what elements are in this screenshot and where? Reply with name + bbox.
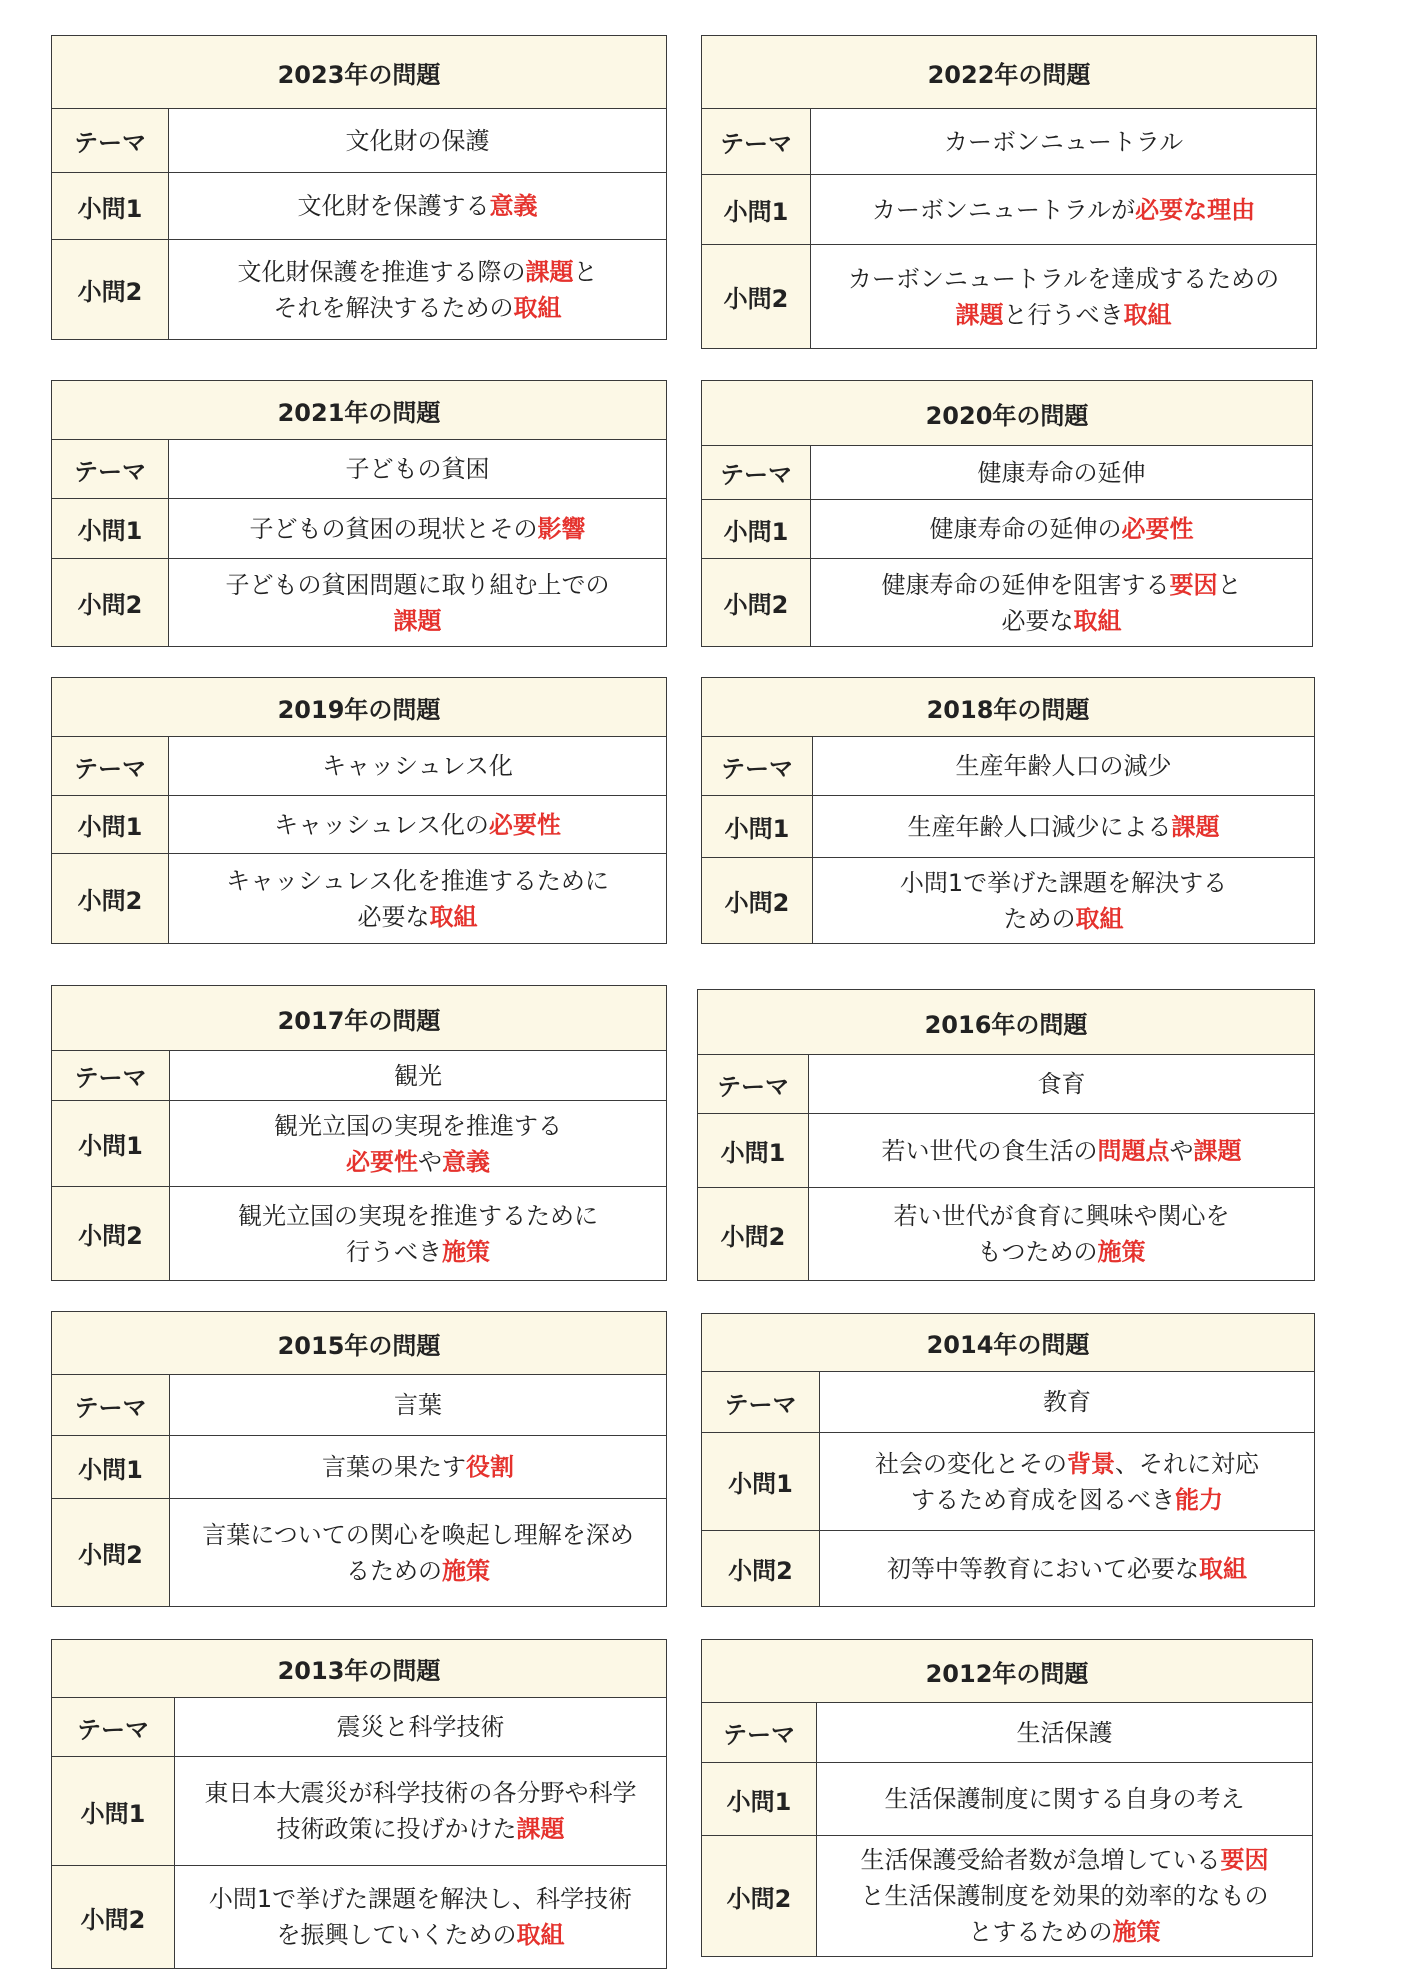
q1-row <box>52 796 666 854</box>
q1-label: 小問1 <box>702 1433 820 1530</box>
theme-row <box>702 446 1312 500</box>
q2-row <box>52 1499 666 1606</box>
theme-value: キャッシュレス化 <box>322 752 513 780</box>
q1-label: 小問1 <box>52 1757 175 1865</box>
q2-label: 小問2 <box>52 1866 175 1968</box>
theme-value: 生産年齢人口の減少 <box>955 752 1172 780</box>
question-text <box>274 807 561 843</box>
highlight-keyword: 課題 <box>1171 812 1220 841</box>
q2-row <box>702 1531 1314 1606</box>
question-text-segment: 言葉の果たす <box>322 1453 466 1481</box>
question-text <box>885 1781 1245 1817</box>
q1-value <box>811 175 1316 244</box>
q1-label: 小問1 <box>52 1101 170 1186</box>
q2-label: 小問2 <box>702 1836 817 1956</box>
question-text <box>882 1133 1242 1169</box>
theme-row <box>52 440 666 499</box>
card-title: 2022年の問題 <box>702 36 1316 109</box>
question-text-segment: 行うべき <box>346 1237 442 1266</box>
theme-value: 震災と科学技術 <box>336 1713 505 1741</box>
highlight-keyword: 取組 <box>1075 904 1124 933</box>
theme-label: テーマ <box>698 1055 809 1113</box>
theme-label: テーマ <box>52 1051 170 1100</box>
question-text-segment: 文化財保護を推進する際の <box>237 257 526 286</box>
theme-row <box>52 1375 666 1436</box>
q2-value <box>170 1187 666 1280</box>
q2-value <box>811 245 1316 348</box>
highlight-keyword: 必要性 <box>488 810 561 839</box>
exam-card-2023 <box>51 35 667 340</box>
q2-row <box>698 1188 1314 1280</box>
q2-value <box>169 559 666 646</box>
q1-value <box>169 499 666 558</box>
q2-row <box>52 1187 666 1280</box>
theme-row <box>702 109 1316 175</box>
q1-label: 小問1 <box>52 173 169 239</box>
question-text <box>298 188 538 224</box>
exam-card-2021 <box>51 380 667 647</box>
question-text <box>930 511 1194 547</box>
question-text-segment: 観光立国の実現を推進する <box>274 1111 562 1140</box>
exam-card-2018 <box>701 677 1315 944</box>
card-title: 2020年の問題 <box>702 381 1312 446</box>
card-title: 2012年の問題 <box>702 1640 1312 1703</box>
highlight-keyword: 取組 <box>516 1921 565 1949</box>
theme-label: テーマ <box>702 737 813 795</box>
q2-label: 小問2 <box>702 245 811 348</box>
exam-card-2013 <box>51 1639 667 1969</box>
q1-row <box>52 1436 666 1499</box>
highlight-keyword: 要因 <box>1220 1846 1269 1874</box>
highlight-keyword: 課題 <box>525 257 574 286</box>
q1-row <box>702 1433 1314 1531</box>
q1-value <box>169 796 666 853</box>
q2-row <box>702 1836 1312 1956</box>
question-text-segment: 生産年齢人口減少による <box>907 812 1172 841</box>
q2-row <box>702 858 1314 943</box>
question-text-segment: 若い世代が食育に興味や関心を <box>893 1202 1230 1230</box>
question-text-segment: 生活保護受給者数が急増している <box>860 1846 1221 1874</box>
question-text <box>202 1517 634 1589</box>
theme-label: テーマ <box>52 737 169 795</box>
highlight-keyword: 意義 <box>442 1147 490 1176</box>
card-title: 2016年の問題 <box>698 990 1314 1055</box>
q1-row <box>702 796 1314 858</box>
question-text-segment: と <box>1217 570 1242 599</box>
highlight-keyword: 背景 <box>1067 1449 1115 1478</box>
question-text-segment: キャッシュレス化を推進するために <box>226 866 609 895</box>
question-text <box>875 1446 1259 1518</box>
exam-card-2020 <box>701 380 1313 647</box>
highlight-keyword: 課題 <box>1193 1136 1242 1165</box>
q1-value <box>809 1114 1314 1187</box>
question-text <box>872 192 1255 228</box>
question-text-segment: 健康寿命の延伸を阻害する <box>881 570 1170 599</box>
q1-label: 小問1 <box>702 500 811 558</box>
question-text <box>894 1198 1230 1270</box>
question-text <box>250 511 586 547</box>
q1-row <box>52 173 666 240</box>
q1-value <box>170 1436 666 1498</box>
question-text-segment: ための <box>1003 904 1076 933</box>
highlight-keyword: 能力 <box>1175 1485 1223 1514</box>
q1-value <box>170 1101 666 1186</box>
question-text <box>205 1775 637 1847</box>
q2-value <box>170 1499 666 1606</box>
q2-label: 小問2 <box>702 559 811 646</box>
question-text-segment: 必要な <box>357 902 430 931</box>
q2-value <box>817 1836 1312 1956</box>
theme-row <box>698 1055 1314 1114</box>
highlight-keyword: 要因 <box>1169 570 1218 599</box>
q2-label: 小問2 <box>702 858 813 943</box>
theme-value: 文化財の保護 <box>345 126 490 155</box>
theme-row <box>702 1703 1312 1763</box>
card-title: 2021年の問題 <box>52 381 666 440</box>
card-title: 2015年の問題 <box>52 1312 666 1375</box>
highlight-keyword: 課題 <box>516 1815 565 1843</box>
question-text-segment: 小問1で挙げた課題を解決する <box>899 868 1228 897</box>
question-text <box>882 567 1242 639</box>
q1-value <box>813 796 1314 857</box>
theme-value: 健康寿命の延伸 <box>977 458 1146 487</box>
q2-row <box>52 854 666 943</box>
q1-label: 小問1 <box>52 499 169 558</box>
theme-row <box>702 1372 1314 1433</box>
highlight-keyword: 取組 <box>429 902 478 931</box>
question-text-segment: 、それに対応 <box>1115 1449 1259 1478</box>
question-text-segment: 文化財を保護する <box>297 192 490 220</box>
q1-label: 小問1 <box>702 175 811 244</box>
highlight-keyword: 影響 <box>537 514 586 543</box>
question-text <box>908 809 1220 845</box>
q2-row <box>52 559 666 646</box>
question-text-segment: もつための <box>977 1238 1098 1266</box>
question-text-segment: 若い世代の食生活の <box>881 1136 1098 1165</box>
card-title: 2023年の問題 <box>52 36 666 109</box>
question-text <box>322 1449 514 1485</box>
q1-row <box>698 1114 1314 1188</box>
card-title: 2019年の問題 <box>52 678 666 737</box>
question-text-segment: 小問1で挙げた課題を解決し、科学技術 <box>208 1885 633 1913</box>
q2-value <box>169 854 666 943</box>
question-text-segment: 健康寿命の延伸の <box>929 515 1122 543</box>
theme-row <box>702 737 1314 796</box>
question-text-segment: 生活保護制度に関する自身の考え <box>884 1785 1245 1813</box>
question-text-segment: や <box>418 1147 442 1176</box>
q1-label: 小問1 <box>698 1114 809 1187</box>
theme-value: 子どもの貧困 <box>345 455 490 483</box>
q2-label: 小問2 <box>52 240 169 339</box>
question-text <box>887 1551 1247 1587</box>
q1-value <box>175 1757 666 1865</box>
theme-value: 食育 <box>1037 1070 1086 1098</box>
theme-label: テーマ <box>702 1703 817 1762</box>
q2-value <box>175 1866 666 1968</box>
q2-value <box>809 1188 1314 1280</box>
highlight-keyword: 役割 <box>466 1453 514 1481</box>
q2-value <box>813 858 1314 943</box>
q1-row <box>52 499 666 559</box>
theme-row <box>52 737 666 796</box>
q1-row <box>52 1757 666 1866</box>
highlight-keyword: 施策 <box>1112 1918 1161 1946</box>
q2-value <box>811 559 1312 646</box>
theme-value: カーボンニュートラル <box>943 127 1184 156</box>
highlight-keyword: 必要性 <box>1121 515 1194 543</box>
question-text-segment: 初等中等教育において必要な <box>887 1554 1199 1583</box>
theme-row <box>52 109 666 173</box>
highlight-keyword: 取組 <box>1073 606 1122 635</box>
q1-row <box>52 1101 666 1187</box>
q1-label: 小問1 <box>702 796 813 857</box>
card-title: 2013年の問題 <box>52 1640 666 1698</box>
highlight-keyword: 課題 <box>955 300 1004 329</box>
highlight-keyword: 必要な理由 <box>1135 195 1256 224</box>
highlight-keyword: 課題 <box>393 606 442 635</box>
question-text-segment: それを解決するための <box>273 293 514 322</box>
q2-label: 小問2 <box>52 1499 170 1606</box>
highlight-keyword: 問題点 <box>1097 1136 1170 1165</box>
theme-row <box>52 1051 666 1101</box>
question-text-segment: するため育成を図るべき <box>911 1485 1175 1514</box>
question-text-segment: 必要な <box>1001 606 1074 635</box>
question-text-segment: カーボンニュートラルが <box>871 195 1136 224</box>
highlight-keyword: 施策 <box>442 1556 490 1585</box>
exam-card-2014 <box>701 1313 1315 1607</box>
card-title: 2018年の問題 <box>702 678 1314 737</box>
question-text-segment: を振興していくための <box>276 1921 517 1949</box>
theme-value: 生活保護 <box>1016 1718 1113 1747</box>
q2-row <box>702 559 1312 646</box>
q2-row <box>52 240 666 339</box>
theme-label: テーマ <box>702 109 811 174</box>
q2-value <box>820 1531 1314 1606</box>
question-text <box>238 254 598 326</box>
question-text-segment: 社会の変化とその <box>875 1449 1067 1478</box>
q1-label: 小問1 <box>702 1763 817 1835</box>
q1-row <box>702 1763 1312 1836</box>
theme-label: テーマ <box>702 1372 820 1432</box>
theme-value: 言葉 <box>394 1391 442 1419</box>
q2-row <box>702 245 1316 348</box>
theme-row <box>52 1698 666 1757</box>
highlight-keyword: 意義 <box>489 192 538 220</box>
question-text <box>226 863 609 935</box>
question-text-segment: と <box>573 257 598 286</box>
highlight-keyword: 取組 <box>1199 1554 1247 1583</box>
question-text <box>226 567 610 639</box>
theme-label: テーマ <box>52 440 169 498</box>
q1-row <box>702 175 1316 245</box>
question-text-segment: 東日本大震災が科学技術の各分野や科学 <box>204 1779 637 1807</box>
question-text-segment: るための <box>346 1556 442 1585</box>
question-text-segment: と行うべき <box>1003 300 1124 329</box>
question-text <box>238 1198 598 1270</box>
question-text-segment: と生活保護制度を効果的効率的なもの <box>860 1882 1269 1910</box>
q1-value <box>811 500 1312 558</box>
q1-value <box>169 173 666 239</box>
theme-value: 教育 <box>1043 1388 1091 1416</box>
q1-label: 小問1 <box>52 1436 170 1498</box>
q1-value <box>820 1433 1314 1530</box>
exam-card-2012 <box>701 1639 1313 1957</box>
question-text <box>848 261 1279 333</box>
theme-label: テーマ <box>52 1698 175 1756</box>
q2-row <box>52 1866 666 1968</box>
q1-label: 小問1 <box>52 796 169 853</box>
exam-card-2016 <box>697 989 1315 1281</box>
highlight-keyword: 施策 <box>442 1237 490 1266</box>
exam-card-2022 <box>701 35 1317 349</box>
q2-label: 小問2 <box>52 1187 170 1280</box>
highlight-keyword: 施策 <box>1097 1238 1146 1266</box>
question-text <box>209 1881 632 1953</box>
theme-label: テーマ <box>52 109 169 172</box>
question-text <box>274 1108 562 1180</box>
theme-label: テーマ <box>52 1375 170 1435</box>
q2-label: 小問2 <box>698 1188 809 1280</box>
q2-value <box>169 240 666 339</box>
question-text-segment: とするための <box>968 1918 1113 1946</box>
question-text <box>900 865 1227 937</box>
question-text-segment: 子どもの貧困の現状とその <box>249 514 538 543</box>
highlight-keyword: 取組 <box>1123 300 1172 329</box>
q2-label: 小問2 <box>52 559 169 646</box>
card-title: 2017年の問題 <box>52 986 666 1051</box>
question-text-segment: キャッシュレス化の <box>274 810 489 839</box>
highlight-keyword: 必要性 <box>346 1147 418 1176</box>
q2-label: 小問2 <box>52 854 169 943</box>
question-text-segment: 技術政策に投げかけた <box>276 1815 517 1843</box>
theme-value: 観光 <box>394 1061 442 1090</box>
exam-card-2015 <box>51 1311 667 1607</box>
exam-card-2019 <box>51 677 667 944</box>
question-text-segment: 子どもの貧困問題に取り組む上での <box>225 570 610 599</box>
question-text-segment: カーボンニュートラルを達成するための <box>847 264 1280 293</box>
exam-card-2017 <box>51 985 667 1281</box>
q1-row <box>702 500 1312 559</box>
card-title: 2014年の問題 <box>702 1314 1314 1372</box>
highlight-keyword: 取組 <box>513 293 562 322</box>
question-text-segment: 言葉についての関心を喚起し理解を深め <box>202 1520 634 1549</box>
question-text-segment: 観光立国の実現を推進するために <box>238 1201 598 1230</box>
question-text <box>861 1842 1269 1950</box>
theme-label: テーマ <box>702 446 811 499</box>
q2-label: 小問2 <box>702 1531 820 1606</box>
question-text-segment: や <box>1169 1136 1194 1165</box>
q1-value <box>817 1763 1312 1835</box>
